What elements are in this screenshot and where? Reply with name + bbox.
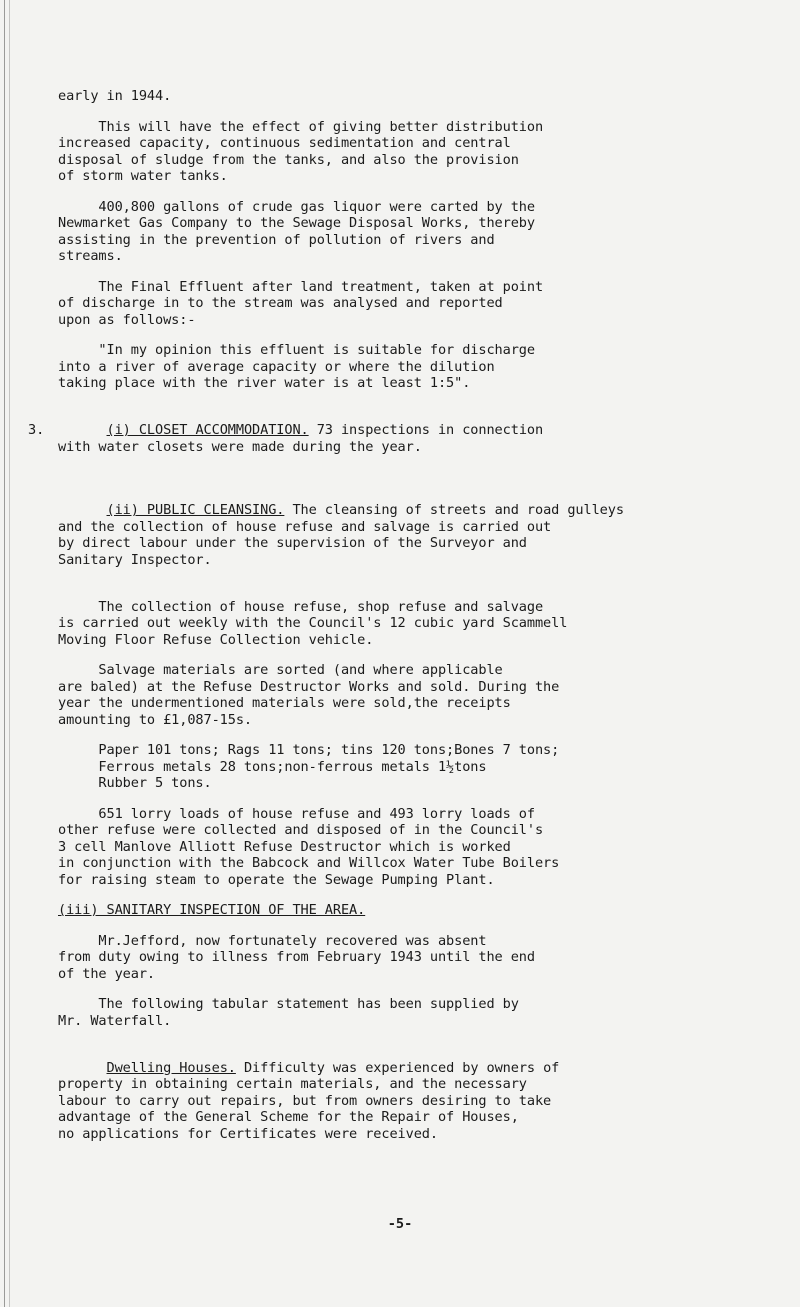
paragraph-gas-liquor: 400,800 gallons of crude gas liquor were carted by the Newmarket Gas Company to the Sewage Disposal Works, thereby assisting in the prevention of pollution of rivers and streams. [58, 198, 535, 264]
closet-accommodation-item [28, 406, 780, 472]
closet-accommodation-text: 73 inspections in connection with water closets were made during the year. [58, 422, 544, 455]
paragraph-refuse-collection: The collection of house refuse, shop refuse and salvage is carried out weekly with the Council's 12 cubic yard Scammell Moving Floor Refuse Collection vehicle. [58, 598, 568, 648]
page-number: -5- [387, 1216, 413, 1232]
binding-edge-line [4, 0, 5, 1307]
public-cleansing-text: The cleansing of streets and road gulleys and the collection of house refuse and salvage is carried out by direct labour under the supervision of the Surveyor and Sanitary Inspector. [58, 502, 624, 568]
paragraph-distribution: This will have the effect of giving better distribution increased capacity, continuous sedimentation and central disposal of sludge from the tanks, and also the provision of storm water tanks. [58, 118, 544, 184]
paragraph-lorry-loads: 651 lorry loads of house refuse and 493 lorry loads of other refuse were collected and disposed of in the Council's 3 cell Manlove Alliott Refuse Destructor which is worked in conjunction with the Babcock and Willcox Water Tube Boilers for raising steam to operate the Sewage Pumping Plant. [58, 805, 560, 888]
page-content [28, 88, 780, 1173]
paragraph-opinion-quote: "In my opinion this effluent is suitable for discharge into a river of average capacity or where the dilution taking place with the river water is at least 1:5". [58, 342, 535, 391]
public-cleansing-item [58, 486, 780, 585]
sanitary-inspection-heading: (iii) SANITARY INSPECTION OF THE AREA. [58, 902, 366, 918]
paragraph-final-effluent: The Final Effluent after land treatment, taken at point of discharge in to the stream was analysed and reported upon as follows:- [58, 278, 544, 328]
dwelling-houses-heading: Dwelling Houses. [106, 1059, 236, 1076]
paragraph-salvage-materials: Salvage materials are sorted (and where applicable are baled) at the Refuse Destructor Works and sold. During the year the undermentioned materials were sold,the receipts amounting to £1,087-15s. [58, 662, 560, 728]
paragraph-tabular-statement: The following tabular statement has been supplied by Mr. Waterfall. [58, 996, 519, 1029]
public-cleansing-heading: (ii) PUBLIC CLEANSING. [106, 502, 285, 518]
dwelling-houses-text: Difficulty was experienced by owners of property in obtaining certain materials, and the necessary labour to carry out repairs, but from owners desiring to take advantage of the General Scheme for the Repair of Houses, no applications for Certificates were received. [58, 1059, 560, 1142]
intro-line: early in 1944. [58, 88, 172, 104]
binding-edge-line-inner [9, 0, 10, 1307]
paragraph-mr-jefford: Mr.Jefford, now fortunately recovered was absent from duty owing to illness from February 1943 until the end of the year. [58, 932, 535, 982]
paragraph-salvage-tonnage: Paper 101 tons; Rags 11 tons; tins 120 tons;Bones 7 tons; Ferrous metals 28 tons;non-ferrous metals 1½tons Rubber 5 tons. [98, 742, 560, 791]
closet-accommodation-heading: (i) CLOSET ACCOMMODATION. [106, 422, 309, 438]
dwelling-houses-item [58, 1043, 780, 1159]
section-number: 3. [28, 422, 45, 438]
